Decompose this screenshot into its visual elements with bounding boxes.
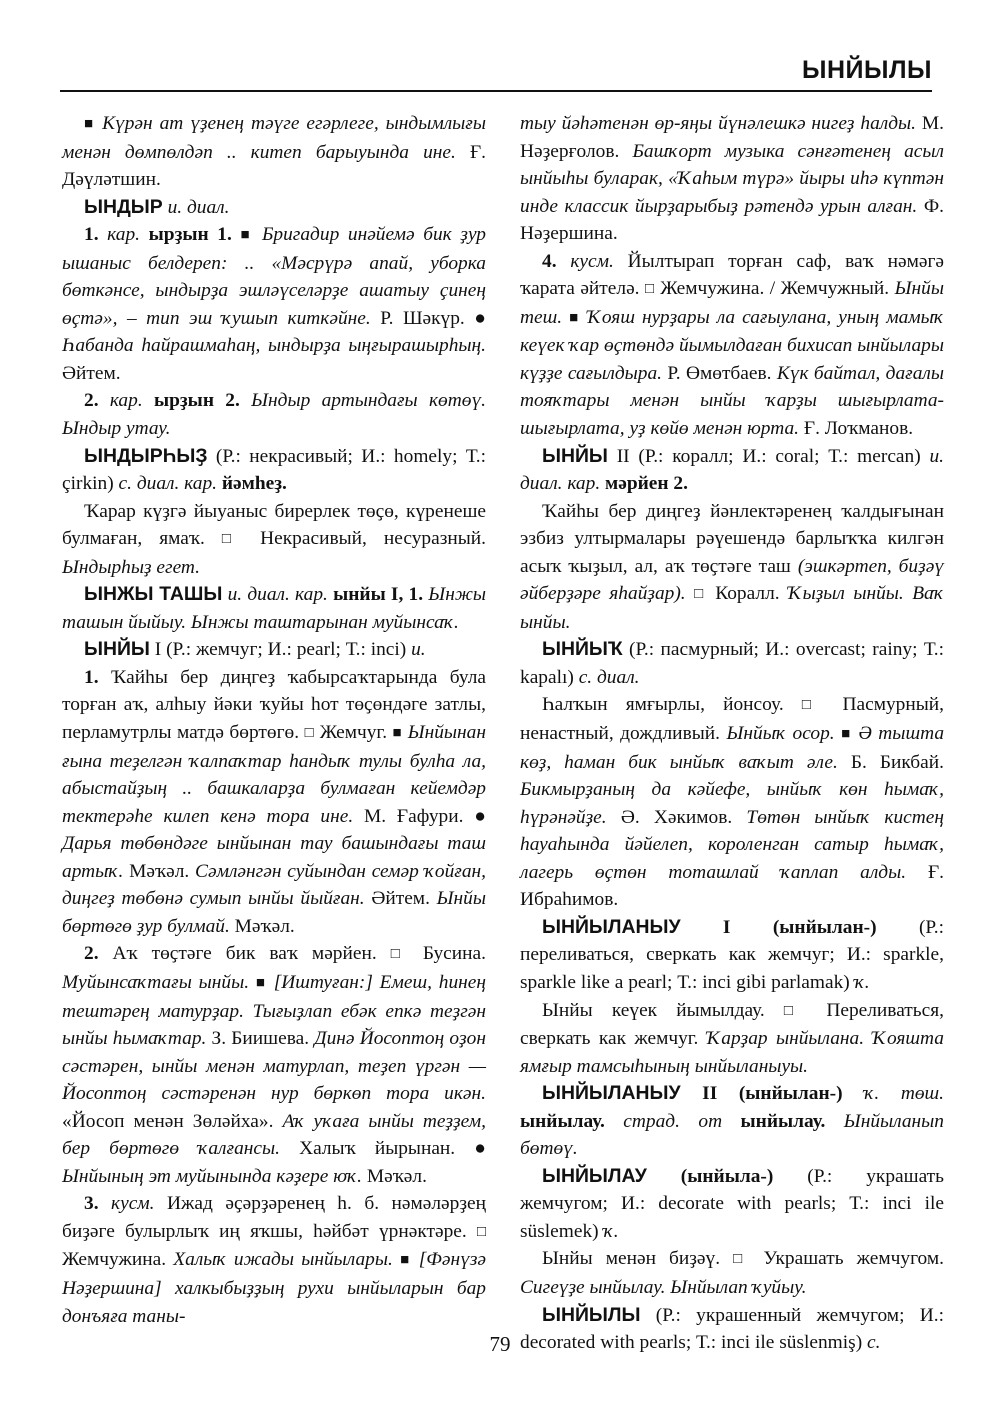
definition-paragraph: Һалҡын ямғырлы, йонсоу. □ Пасмурный, ненастный, дождливый. Ынйыҡ осор. ■ Ә тышта көҙ, һаман бик ынйыҡ ваҡыт әле. Б. Бикбай. Бикмырҙаның да кәйефе, ынйыҡ көн һымаҡ, һүрәнәйҙе. Ә. Хәкимов. Төтөн ынйыҡ кистең һауаһында йәйелеп, короленган сатыр һымаҡ, лагерь өҫтөн тоташлай ҡаплап алды. Ғ. Ибраһимов.	[520, 694, 945, 911]
continued-paragraph: тыу йәһәтенән өр-яңы йүнәлешкә нигеҙ һалды. М. Нәҙерғолов. Башҡорт музыка сәнғәтенең асыл ынйыһы буларак, «Ҡаһым түрә» йыры иһә күптән инде классик йырҙарыбыҙ рәтендә урын алған. Ф. Нәҙершина.	[520, 113, 945, 245]
sense-paragraph: 1. Ҡайһы бер диңгеҙ ҡабырсаҡтарында була торған аҡ, алһыу йәки ҡуйы һот төҫөндәге затлы, перламутрлы матдә бөртөгө. □ Жемчуг. ■ Ынйынан ғына теҙелгән ҡалпаҡтар һандыҡ тулы булһа ла, абыстайҙың .. башкаларҙа булмаған кейемдәр тектерәһе килеп кенә тора ине. М. Ғафури. ● Дарья төбөндәге ынйынан тау башындағы таш артыҡ. Мәҡәл. Сәмләнгән суйындан семәр ҡойған, диңгеҙ төбөнә сумып ынйы йыйған. Әйтем. Ынйы бөртөгө ҙур булмай. Мәҡәл.	[62, 666, 486, 937]
open-square-icon: □	[221, 531, 244, 548]
headword: ЫНДЫРҺЫҘ	[84, 444, 208, 467]
dictionary-entry: ЫНЙЫ I (Р.: жемчуг; И.: pearl; Т.: inci) и.	[84, 638, 426, 661]
bullet-icon: ●	[474, 1138, 486, 1160]
bullet-icon: ●	[474, 307, 487, 329]
headword: ЫНЙЫЛАУ	[542, 1164, 647, 1187]
dictionary-entry: ЫНДЫР и. диал.	[84, 195, 230, 218]
left-column	[62, 110, 486, 1330]
filled-square-icon: ■	[84, 116, 96, 132]
sense-paragraph: 3. кусм. Ижад әҫәрҙәренең һ. б. нәмәләрҙең биҙәге булырлыҡ иң яҡшы, һәйбәт үрнәктәре. □ Жемчужина. Халыҡ ижады ынйылары. ■ [Фәнүзә Нәҙершина] халкыбыҙҙың рухи ынйыларын бар донъяға таны-	[62, 1193, 487, 1327]
dictionary-entry: ЫНЙЫЛАНЫУ II (ынйылан-) ҡ. төш. ынйылау. страд. от ынйылау. Ынйыланып бөтөү.	[520, 1082, 944, 1160]
filled-square-icon: ■	[255, 974, 267, 991]
sense-paragraph: 1. кар. ырҙын 1. ■ Бригадир инәйемә бик ҙур ышаныс белдереп: .. «Мәсрүрә апай, уборка бөткәнсе, ындырҙа эшләүселәрҙе ашатыу ҫинең өҫтә», – тип эш ҡушып киткәйне. Р. Шәкүр. ● Һабанда һайрашмаһаң, ындырҙа ыңғырашырһың. Әйтем.	[62, 224, 487, 384]
open-square-icon: □	[476, 1223, 486, 1240]
filled-square-icon: ■	[569, 309, 581, 326]
open-square-icon: □	[783, 1002, 808, 1019]
filled-square-icon: ■	[841, 726, 852, 743]
headword: ЫНЖЫ ТАШЫ	[84, 583, 223, 606]
sense-paragraph: 2. Аҡ төҫтәге бик ваҡ мәрйен. □ Бусина. Муйынсаҡтағы ынйы. ■ [Иштуған:] Емеш, һинең тештәрең матурҙар. Тығыҙлап ебәк епкә теҙгән ынйы һымаҡтар. З. Биишева. Динә Йосоптоң оҙон сәстәрен, ынйы менән матурлап, теҙеп үргән — Йосоптоң сәстәренән нур бөркөп тора икән. «Йосоп менән Зөләйха». Аҡ уҡаға ынйы теҙҙем, бер бөртөгө ҡалғансы. Халыҡ йырынан. ● Ынйының эт муйынында кәҙере юҡ. Мәҡәл.	[62, 943, 487, 1187]
definition-paragraph: Ҡайһы бер диңгеҙ йәнлектәренең ҡалдығынан эзбиз ултырмалары рәүешендә барлыҡҡа килгән асыҡ ҡыҙыл, ал, аҡ төҫтәге таш (эшкәртеп, биҙәү әйберҙәре яһайҙар). □ Коралл. Ҡыҙыл ынйы. Ваҡ ынйы.	[520, 500, 944, 633]
headword: ЫНЙЫЛАНЫУ	[542, 915, 681, 938]
header-rule	[60, 90, 932, 92]
definition-paragraph: Ҡарар күҙгә йыуаныс бирерлек төҫө, күренеше булмаған, ямаҡ. □ Некрасивый, несуразный. Ындырһыҙ егет.	[62, 500, 486, 578]
sense-paragraph: 4. кусм. Йылтырап торған саф, ваҡ нәмәгә ҡарата әйтелә. □ Жемчужина. / Жемчужный. Ынйы теш. ■ Ҡояш нурҙары ла сағыулана, уның мамыҡ кеүек ҡар өҫтөндә йымылдаған бихисап ынйылары күҙҙе сағылдыра. Р. Өмөтбаев. Күк байтал, дағалы тояҡтары менән ынйы ҡарҙы шығырлата-шығырлата, уҙ көйө менән юрта. Ғ. Лоҡманов.	[520, 250, 945, 440]
open-square-icon: □	[304, 725, 315, 742]
sense-paragraph: 2. кар. ырҙын 2. Ындыр артындағы көтөү. Ындыр утау.	[62, 390, 486, 440]
open-square-icon: □	[733, 1251, 751, 1268]
open-square-icon: □	[801, 697, 825, 714]
dictionary-entry: ЫНЙЫ II (Р.: коралл; И.: coral; Т.: mercan) и. диал. кар. мәрйен 2.	[520, 444, 945, 495]
headword: ЫНЙЫЛАНЫУ	[542, 1082, 681, 1105]
headword: ЫНДЫР	[84, 195, 163, 218]
dictionary-entry: ЫНЙЫЛАУ (ынйыла-) (Р.: украшать жемчугом; И.: decorate with pearls; Т.: inci ile süslemek) ҡ.	[520, 1164, 944, 1242]
dictionary-entry: ЫНЙЫЛАНЫУ I (ынйылан-) (Р.: переливаться, сверкать как жемчуг; И.: sparkle, sparkle like a pearl; Т.: inci gibi parlamak) ҡ.	[520, 915, 945, 993]
dictionary-entry: ЫНЙЫЛЫ (Р.: украшенный жемчугом; И.: decorated with pearls; Т.: inci ile süslenmiş) с.	[520, 1303, 944, 1354]
filled-square-icon: ■	[240, 227, 254, 244]
headword: ЫНЙЫҠ	[542, 638, 623, 661]
right-column	[520, 110, 944, 1357]
dictionary-entry: ЫНЙЫҠ (Р.: пасмурный; И.: overcast; rainy; Т.: kapalı) с. диал.	[520, 638, 944, 688]
open-square-icon: □	[694, 586, 707, 603]
open-square-icon: □	[390, 946, 409, 963]
filled-square-icon: ■	[392, 725, 403, 742]
headword: ЫНЙЫЛЫ	[542, 1303, 641, 1326]
headword: ЫНЙЫ	[84, 638, 150, 661]
open-square-icon: □	[645, 281, 655, 298]
dictionary-entry: ЫНЖЫ ТАШЫ и. диал. кар. ынйы I, 1. Ынжы ташын йыйыу. Ынжы таштарынан муйынсаҡ.	[62, 583, 487, 633]
filled-square-icon: ■	[400, 1252, 412, 1269]
entry-paragraph: ■ Күрән ат үҙенең тәүге егәрлеге, ындымлығы менән дөмпөлдәп .. китеп барыуында ине. Ғ. Дәүләтшин.	[62, 113, 487, 191]
bullet-icon: ●	[474, 805, 486, 827]
running-head: ЫНЙЫЛЫ	[802, 56, 932, 84]
definition-paragraph: Ынйы кеүек йымылдау. □ Переливаться, сверкать как жемчуг. Ҡарҙар ынйылана. Ҡояшта ямғыр тамсыһының ынйыланыуы.	[520, 999, 944, 1077]
dictionary-entry: ЫНДЫРҺЫҘ (Р.: некрасивый; И.: homely; Т.: çirkin) с. диал. кар. йәмһеҙ.	[62, 444, 486, 495]
headword: ЫНЙЫ	[542, 444, 608, 467]
definition-paragraph: Ынйы менән биҙәү. □ Украшать жемчугом. Сигеүҙе ынйылау. Ынйылап ҡуйыу.	[520, 1248, 944, 1298]
page-number: 79	[489, 1332, 511, 1356]
